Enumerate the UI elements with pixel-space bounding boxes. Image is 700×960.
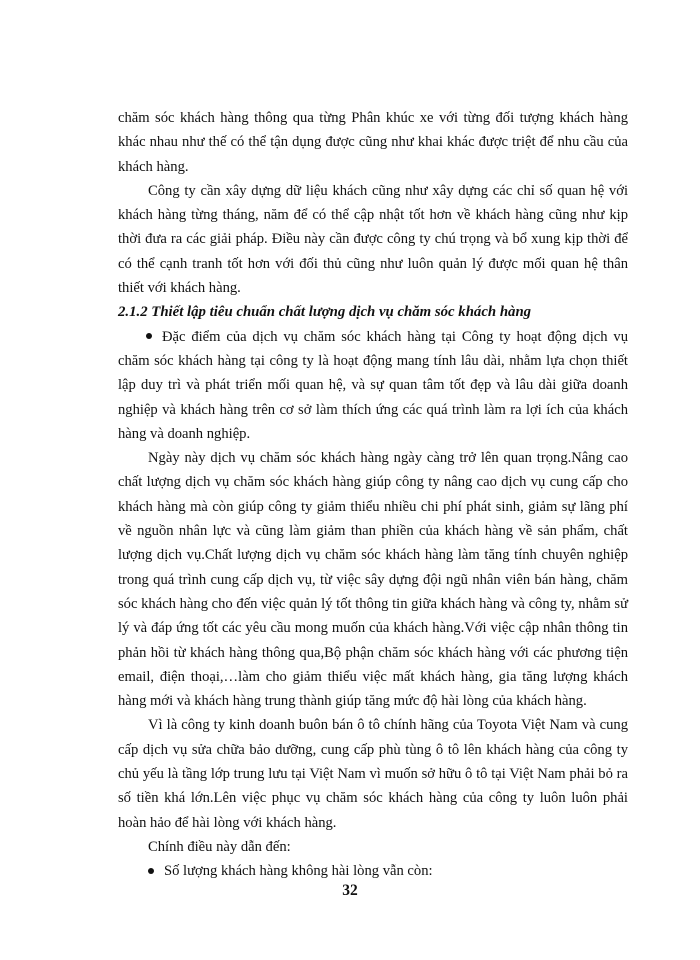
bullet-text: Số lượng khách hàng không hài lòng vẫn còn: [164,863,433,880]
bullet-item-characteristics [118,325,628,446]
section-heading: 2.1.2 Thiết lập tiêu chuẩn chất lượng dịch vụ chăm sóc khách hàng [118,304,532,321]
page-number: 32 [342,882,358,899]
paragraph-toyota: Vì là công ty kinh doanh buôn bán ô tô chính hãng của Toyota Việt Nam và cung cấp dịch vụ sửa chữa bảo dưỡng, cung cấp phù tùng ô tô lên khách hàng của công ty chủ yếu là tầng lớp trung lưu tại Việt Nam vì muốn sở hữu ô tô tại Việt Nam phải bỏ ra số tiền khá lớn.Lên việc phục vụ chăm sóc khách hàng của công ty luôn luôn phải hoàn hảo để hài lòng với khách hàng. [118,717,628,831]
paragraph-service-quality: Ngày này dịch vụ chăm sóc khách hàng ngày càng trở lên quan trọng.Nâng cao chất lượng dịch vụ chăm sóc khách hàng giúp công ty nâng cao dịch vụ cung cấp cho khách hàng mà còn giúp công ty giảm thiểu nhiều chi phí phát sinh, giảm sự lãng phí về nguồn nhân lực và cũng làm giảm than phiền của khách hàng về sản phẩm, chất lượng dịch vụ.Chất lượng dịch vụ chăm sóc khách hàng làm tăng tính chuyên nghiệp trong quá trình cung cấp dịch vụ, từ việc sây dựng đội ngũ nhân viên bán hàng, chăm sóc khách hàng cho đến việc quản lý tốt thông tin giữa khách hàng và công ty, nhằm sử lý và đáp ứng tốt các yêu cầu mong muốn của khách hàng.Với việc cập nhân thông tin phản hồi từ khách hàng thông qua,Bộ phận chăm sóc khách hàng với các phương tiện email, điện thoại,…làm cho giảm thiểu việc mất khách hàng, gia tăng lượng khách hàng mới và khách hàng trung thành giúp tăng mức độ hài lòng của khách hàng. [118,450,628,710]
bullet-item-unsatisfied [118,859,628,883]
bullet-text: Đặc điểm của dịch vụ chăm sóc khách hàng tại Công ty hoạt động dịch vụ chăm sóc khách hàng tại công ty là hoạt động mang tính lâu dài, nhằm lựa chọn thiết lập duy trì và phát triển mối quan hệ, và sự quan tâm tốt đẹp và lâu dài giữa doanh nghiệp và khách hàng trên cơ sở làm thích ứng các quá trình làm ra lợi ích của khách hàng và doanh nghiệp. [118,328,628,442]
paragraph-customer-data: Công ty cần xây dựng dữ liệu khách cũng như xây dựng các chỉ số quan hệ với khách hàng từng tháng, năm để có thể cập nhật tốt hơn về khách hàng cũng như kịp thời đưa ra các giải pháp. Điều này cần được công ty chú trọng và bổ xung kịp thời để có thể cạnh tranh tốt hơn với đối thủ cũng như luôn quản lý được mối quan hệ thân thiết với khách hàng. [118,182,628,297]
bullet-icon [146,333,152,339]
paragraph-intro: chăm sóc khách hàng thông qua từng Phân khúc xe với từng đối tượng khách hàng khác nhau như thế có thể tận dụng được cũng như khai khác được triệt để nhu cầu của khách hàng. [118,110,628,175]
bullet-icon [148,868,154,874]
paragraph-consequence: Chính điều này dẫn đến: [148,838,291,855]
document-page [118,106,628,884]
